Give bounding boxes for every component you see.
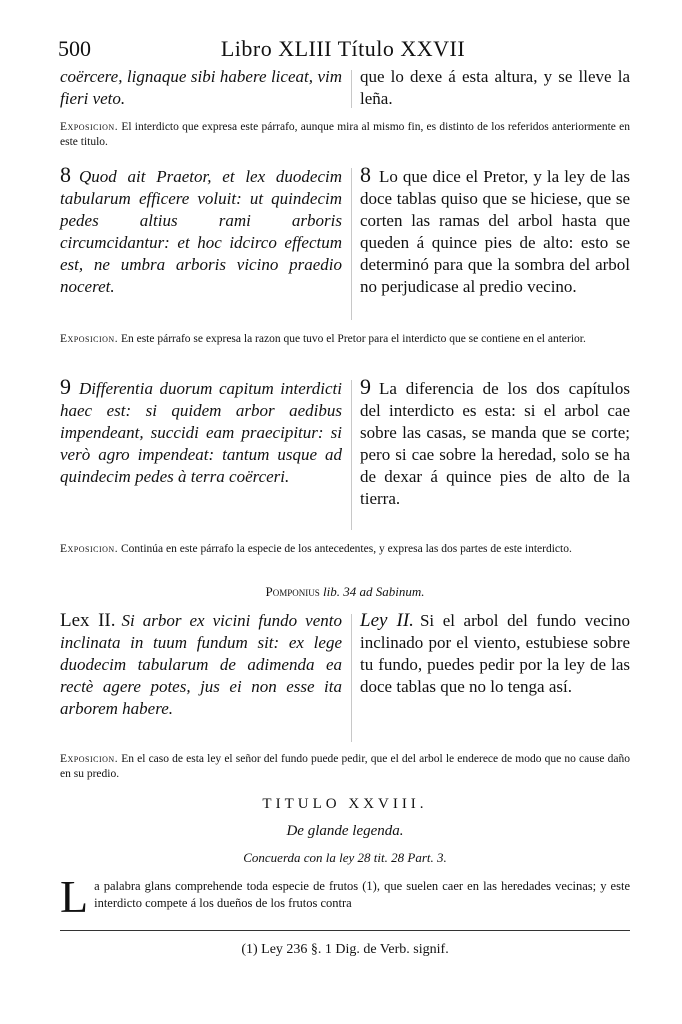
body-paragraph: [60, 871, 630, 922]
lex-2: [60, 610, 630, 746]
section-9: [60, 376, 630, 534]
source-reference: lib. 34 ad Sabinum.: [323, 584, 425, 599]
spanish-text: Lo que dice el Pretor, y la ley de las doce tablas quiso que se hiciese, que se corten las ramas del arbol hasta que queden á quince pies de alto: esto se determinó para que la sombra del arbol no perjudicase al predio vecino.: [360, 167, 630, 296]
source-author: Pomponius: [265, 584, 320, 599]
title-subtitle: De glande legenda.: [286, 823, 404, 839]
source-citation: [60, 584, 630, 600]
lex-label: Lex II.: [60, 610, 116, 631]
latin-column: [60, 376, 342, 488]
section-continuation: [60, 66, 630, 112]
spanish-column: [360, 610, 630, 698]
exposition-paragraph: [60, 120, 630, 150]
spanish-text: que lo dexe á esta altura, y se lleve la leña.: [360, 67, 630, 108]
section-number: 8: [60, 162, 71, 187]
column-divider: [351, 70, 352, 108]
ley-label: Ley II.: [360, 610, 414, 631]
section-number: 8: [360, 162, 371, 187]
exposition-text: En el caso de esta ley el señor del fundo puede pedir, que el del arbol le enderece de modo que no cause daño en su predio.: [60, 753, 630, 780]
exposition-text: El interdicto que expresa este párrafo, aunque mira al mismo fin, es distinto de los referidos anteriormente en este titulo.: [60, 121, 630, 148]
drop-cap: L: [60, 871, 89, 922]
column-divider: [351, 614, 352, 742]
section-8: [60, 164, 630, 324]
title-reference: Concuerda con la ley 28 tit. 28 Part. 3.: [243, 850, 447, 865]
exposition-paragraph: [60, 542, 630, 557]
page-number: 500: [58, 36, 91, 61]
latin-text: Differentia duorum capitum interdicti haec est: si quidem arbor aedibus impendeant, succidi eam praecipitur: si verò agro impendeat: tantum usque ad quindecim pedes à terra coërceri.: [60, 379, 342, 486]
column-divider: [351, 168, 352, 320]
spanish-column: [360, 164, 630, 298]
page-header: [58, 36, 628, 62]
body-text: a palabra glans comprehende toda especie de frutos (1), que suelen caer en las heredades vecinas; y este interdicto compete á los dueños de los frutos contra: [94, 879, 630, 910]
exposition-text: Continúa en este párrafo la especie de los antecedentes, y expresa las dos partes de este interdicto.: [120, 543, 572, 555]
footnote-rule: [60, 930, 630, 931]
column-divider: [351, 380, 352, 530]
section-number: 9: [360, 374, 371, 399]
latin-text: coërcere, lignaque sibi habere liceat, vim fieri veto.: [60, 67, 342, 108]
latin-text: Quod ait Praetor, et lex duodecim tabularum efficere voluit: ut quindecim pedes altius rami arboris circumcidantur: et hoc idcirco effectum est, ne umbra arboris vicino praedio noceret.: [60, 167, 342, 296]
exposition-label: Exposicion.: [60, 333, 119, 345]
latin-text: Si arbor ex vicini fundo vento inclinata in tuum fundum sit: ex lege duodecim tabularum de adimenda ea rectè agere potes, jus ei non esse ita arborem habere.: [60, 611, 342, 718]
footnote: (1) Ley 236 §. 1 Dig. de Verb. signif.: [241, 942, 449, 957]
exposition-text: En este párrafo se expresa la razon que tuvo el Pretor para el interdicto que se contiene en el anterior.: [120, 333, 586, 345]
latin-column: [60, 610, 342, 720]
exposition-paragraph: [60, 752, 630, 782]
title-heading: TITULO XXVIII.: [262, 796, 428, 812]
spanish-text: La diferencia de los dos capítulos del interdicto es esta: si el arbol cae sobre las casas, se manda que se corte; pero si cae sobre la heredad, solo se ha de dexar á quince pies de alto de la tierra.: [360, 379, 630, 508]
spanish-column: [360, 376, 630, 510]
exposition-paragraph: [60, 332, 630, 347]
exposition-label: Exposicion.: [60, 543, 119, 555]
exposition-label: Exposicion.: [60, 753, 119, 765]
exposition-label: Exposicion.: [60, 121, 119, 133]
running-head: Libro XLIII Título XXVII: [220, 36, 466, 61]
latin-column: [60, 164, 342, 298]
spanish-text: Si el arbol del fundo vecino inclinado por el viento, estubiese sobre tu fundo, puedes pedir por la ley de las doce tablas que no lo tenga así.: [360, 611, 630, 696]
title-28-block: [60, 796, 630, 866]
section-number: 9: [60, 374, 71, 399]
